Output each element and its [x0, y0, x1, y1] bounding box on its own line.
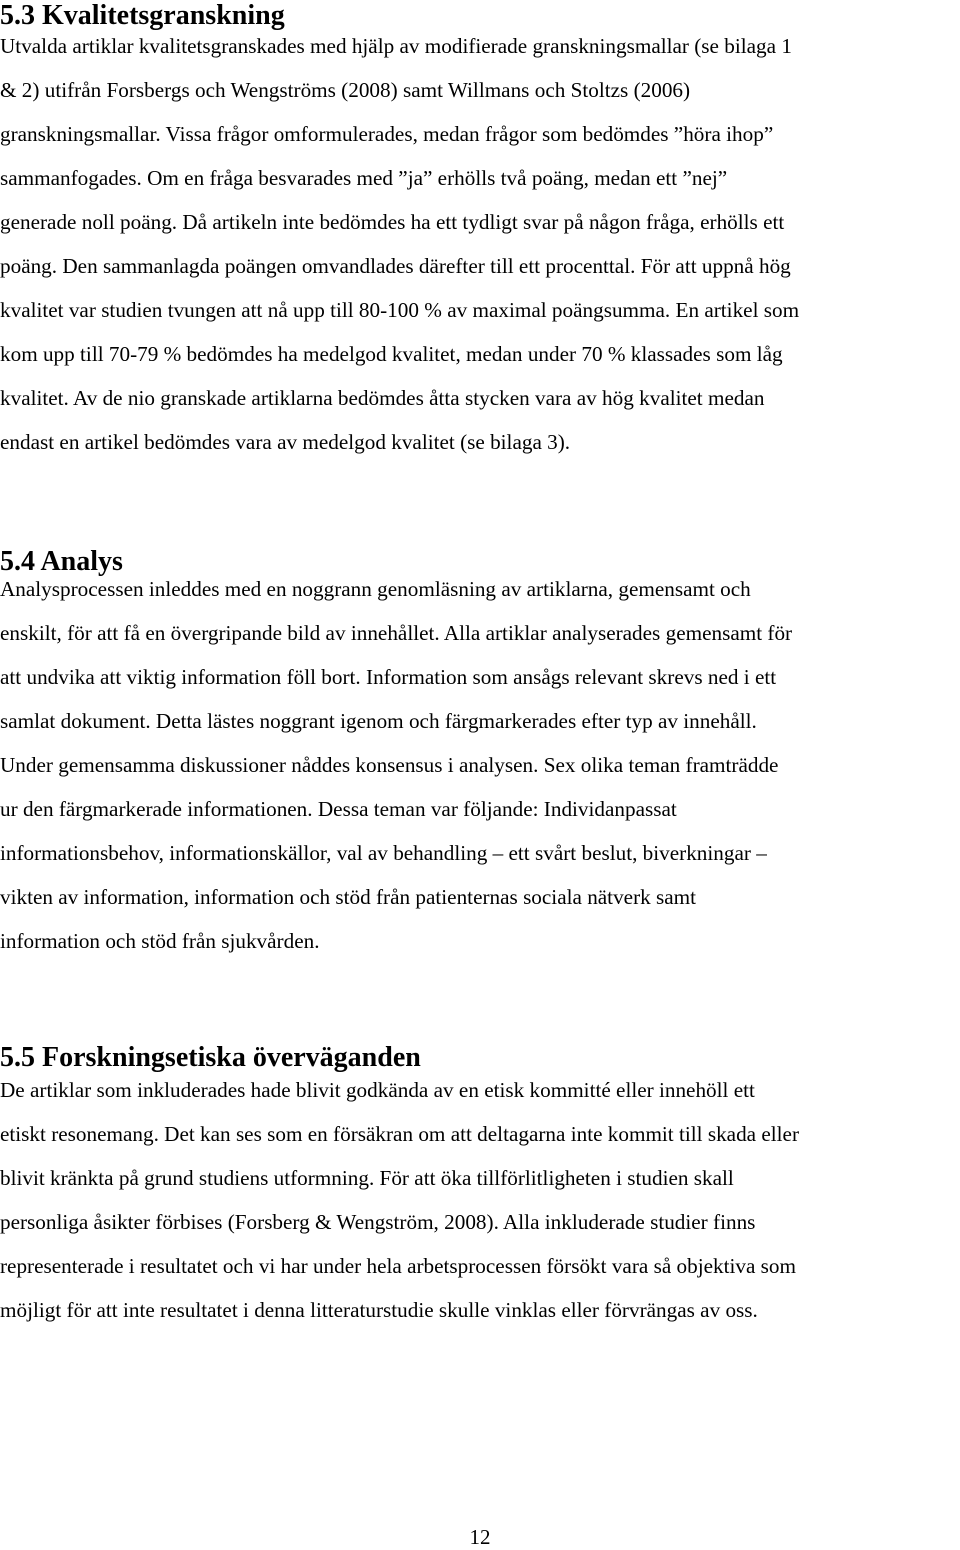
text-line: kom upp till 70-79 % bedömdes ha medelgod kvalitet, medan under 70 % klassades som låg — [0, 342, 783, 366]
text-line: information och stöd från sjukvården. — [0, 929, 320, 953]
text-line: & 2) utifrån Forsbergs och Wengströms (2008) samt Willmans och Stoltzs (2006) — [0, 78, 691, 102]
section-heading-kvalitetsgranskning: 5.3 Kvalitetsgranskning — [0, 0, 285, 31]
text-line: etiskt resonemang. Det kan ses som en försäkran om att deltagarna inte kommit till skada eller — [0, 1122, 800, 1146]
text-line: sammanfogades. Om en fråga besvarades med ”ja” erhölls två poäng, medan ett ”nej” — [0, 166, 728, 190]
text-line: samlat dokument. Detta lästes noggrant igenom och färgmarkerades efter typ av innehåll. — [0, 709, 757, 733]
page-number: 12 — [469, 1525, 491, 1549]
text-line: De artiklar som inkluderades hade blivit godkända av en etisk kommitté eller innehöll ett — [0, 1078, 755, 1102]
text-line: möjligt för att inte resultatet i denna litteraturstudie skulle vinklas eller förvrängas av oss. — [0, 1298, 758, 1322]
text-line: att undvika att viktig information föll bort. Information som ansågs relevant skrevs ned i ett — [0, 665, 777, 689]
section-body-kvalitetsgranskning — [0, 24, 960, 464]
section-heading-analys: 5.4 Analys — [0, 546, 123, 577]
section-body-analys — [0, 567, 960, 963]
text-line: Utvalda artiklar kvalitetsgranskades med hjälp av modifierade granskningsmallar (se bilaga 1 — [0, 34, 792, 58]
text-line: generade noll poäng. Då artikeln inte bedömdes ha ett tydligt svar på någon fråga, erhölls ett — [0, 210, 785, 234]
text-line: ur den färgmarkerade informationen. Dessa teman var följande: Individanpassat — [0, 797, 677, 821]
text-line: personliga åsikter förbises (Forsberg & Wengström, 2008). Alla inkluderade studier finns — [0, 1210, 756, 1234]
text-line: granskningsmallar. Vissa frågor omformulerades, medan frågor som bedömdes ”höra ihop” — [0, 122, 774, 146]
text-line: kvalitet var studien tvungen att nå upp till 80-100 % av maximal poängsumma. En artikel som — [0, 298, 800, 322]
text-line: vikten av information, information och stöd från patienternas sociala nätverk samt — [0, 885, 697, 909]
section-body-forskningsetiska-overvaganden — [0, 1068, 960, 1332]
text-line: poäng. Den sammanlagda poängen omvandlades därefter till ett procenttal. För att uppnå hög — [0, 254, 791, 278]
text-line: endast en artikel bedömdes vara av medelgod kvalitet (se bilaga 3). — [0, 430, 571, 454]
text-line: Under gemensamma diskussioner nåddes konsensus i analysen. Sex olika teman framträdde — [0, 753, 779, 777]
text-line: blivit kränkta på grund studiens utformning. För att öka tillförlitligheten i studien skall — [0, 1166, 734, 1190]
text-line: representerade i resultatet och vi har under hela arbetsprocessen försökt vara så objektiva som — [0, 1254, 796, 1278]
section-heading-forskningsetiska-overvaganden: 5.5 Forskningsetiska överväganden — [0, 1042, 421, 1073]
text-line: informationsbehov, informationskällor, val av behandling – ett svårt beslut, biverkningar – — [0, 841, 767, 865]
text-line: kvalitet. Av de nio granskade artiklarna bedömdes åtta stycken vara av hög kvalitet medan — [0, 386, 765, 410]
text-line: Analysprocessen inleddes med en noggrann genomläsning av artiklarna, gemensamt och — [0, 577, 751, 601]
text-line: enskilt, för att få en övergripande bild av innehållet. Alla artiklar analyserades gemensamt för — [0, 621, 793, 645]
